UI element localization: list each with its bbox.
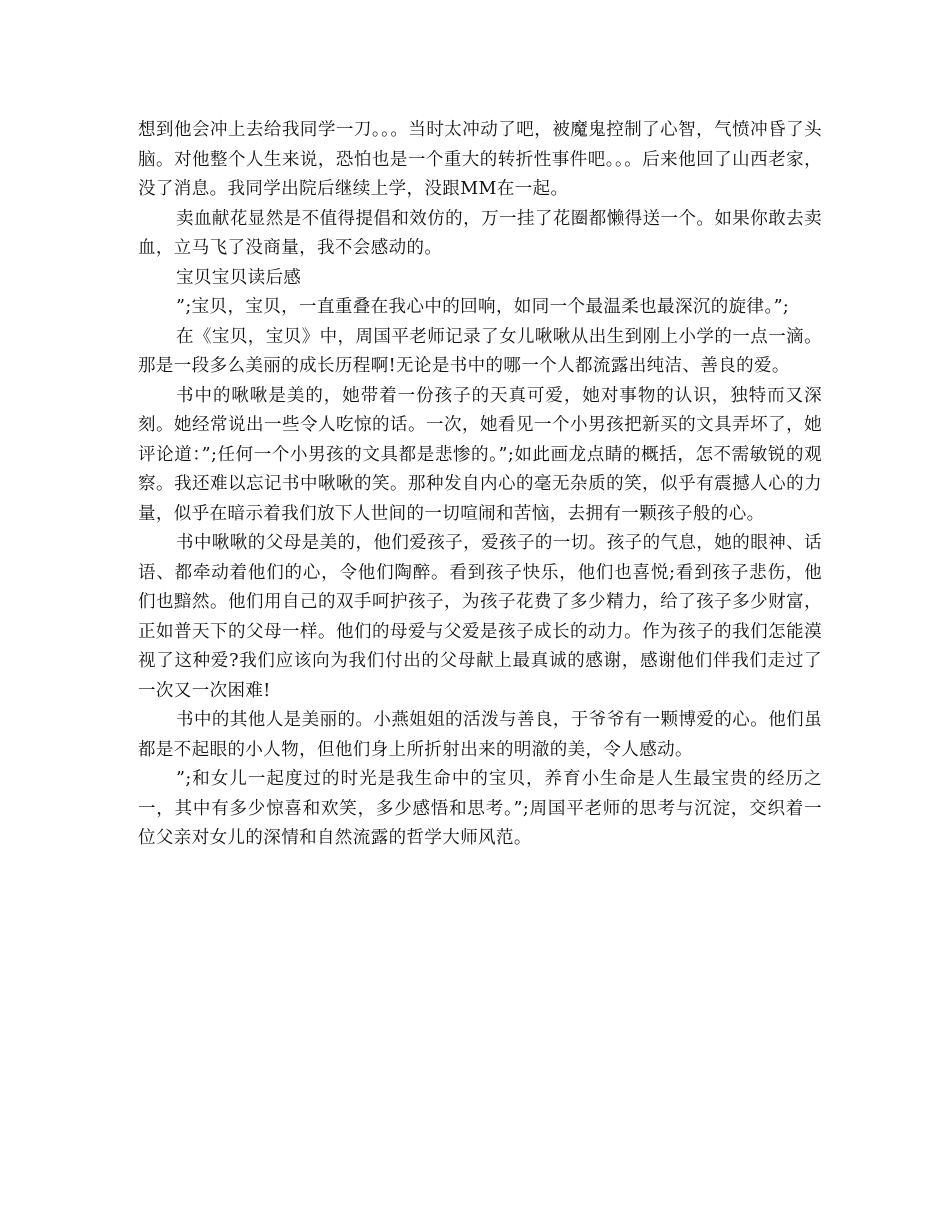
- paragraph-8: ”;和女儿一起度过的时光是我生命中的宝贝，养育小生命是人生最宝贵的经历之一，其中有多少惊喜和欢笑，多少感悟和思考。”;周国平老师的思考与沉淀，交织着一位父亲对女儿的深情和自然流露的哲学大师风范。: [138, 769, 822, 848]
- paragraph-5: 书中的啾啾是美的，她带着一份孩子的天真可爱，她对事物的认识，独特而又深刻。她经常说出一些令人吃惊的话。一次，她看见一个小男孩把新买的文具弄坏了，她评论道：”;任何一个小男孩的文具都是悲惨的。”;如此画龙点睛的概括，怎不需敏锐的观察。我还难以忘记书中啾啾的笑。那种发自内心的毫无杂质的笑，似乎有震撼人心的力量，似乎在暗示着我们放下人世间的一切喧闹和苦恼，去拥有一颗孩子般的心。: [138, 385, 822, 524]
- paragraph-2: 卖血献花显然是不值得提倡和效仿的，万一挂了花圈都懒得送一个。如果你敢去卖血，立马飞了没商量，我不会感动的。: [138, 208, 822, 258]
- paragraph-1: 想到他会冲上去给我同学一刀。。。当时太冲动了吧，被魔鬼控制了心智，气愤冲昏了头脑。对他整个人生来说，恐怕也是一个重大的转折性事件吧。。。后来他回了山西老家，没了消息。我同学出院后继续上学，没跟MM在一起。: [138, 120, 822, 199]
- paragraph-6: 书中啾啾的父母是美的，他们爱孩子，爱孩子的一切。孩子的气息，她的眼神、话语、都牵动着他们的心，令他们陶醉。看到孩子快乐，他们也喜悦;看到孩子悲伤，他们也黯然。他们用自己的双手呵护孩子，为孩子花费了多少精力，给了孩子多少财富，正如普天下的父母一样。他们的母爱与父爱是孩子成长的动力。作为孩子的我们怎能漠视了这种爱?我们应该向为我们付出的父母献上最真诚的感谢，感谢他们伴我们走过了一次又一次困难!: [138, 533, 822, 701]
- paragraph-4: 在《宝贝，宝贝》中，周国平老师记录了女儿啾啾从出生到刚上小学的一点一滴。那是一段多么美丽的成长历程啊!无论是书中的哪一个人都流露出纯洁、善良的爱。: [138, 326, 822, 376]
- paragraph-7: 书中的其他人是美丽的。小燕姐姐的活泼与善良，于爷爷有一颗博爱的心。他们虽都是不起眼的小人物，但他们身上所折射出来的明澈的美，令人感动。: [138, 710, 822, 760]
- paragraph-3: ”;宝贝，宝贝，一直重叠在我心中的回响，如同一个最温柔也最深沉的旋律。”;: [176, 297, 790, 317]
- document-page: [138, 116, 822, 854]
- section-heading: 宝贝宝贝读后感: [176, 267, 302, 288]
